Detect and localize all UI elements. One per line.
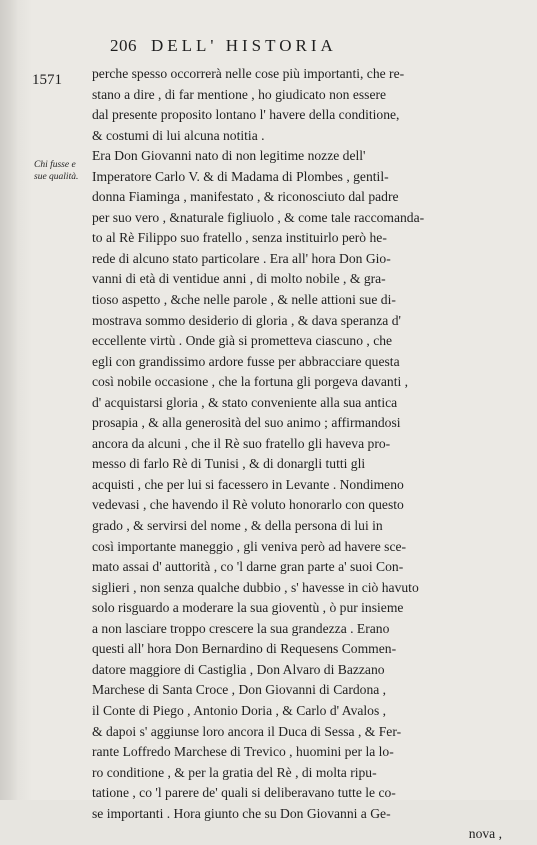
marginal-note-line: Chi fusse e xyxy=(34,160,76,170)
text-line: ro conditione , & per la gratia del Rè , di molta ripu- xyxy=(92,764,377,780)
text-line: il Conte di Piego , Antonio Doria , & Carlo d' Avalos , xyxy=(92,702,387,718)
text-line: mato assai d' auttorità , co 'l darne gran parte a' suoi Con- xyxy=(92,559,404,575)
text-line: perche spesso occorrerà nelle cose più importanti, che re- xyxy=(92,66,405,81)
gutter-shadow xyxy=(0,0,18,800)
text-line: eccellente virtù . Onde già si prometteva ciascuno , che xyxy=(92,333,393,349)
text-line: tioso aspetto , &che nelle parole , & nelle attioni sue di- xyxy=(92,292,396,308)
text-line: messo di farlo Rè di Tunisi , & di donargli tutti gli xyxy=(92,456,366,472)
text-line: solo risguardo a moderare la sua gioventù , ò pur insieme xyxy=(92,600,404,616)
text-line: questi all' hora Don Bernardino di Requesens Commen- xyxy=(92,641,397,657)
text-line: rante Loffredo Marchese di Trevico , huomini per la lo- xyxy=(92,744,394,760)
text-line: vedevasi , che havendo il Rè voluto honorarlo con questo xyxy=(92,497,404,513)
body-text xyxy=(92,64,502,845)
marginal-note xyxy=(34,159,90,183)
text-line: vanni di età di ventidue anni , di molto nobile , & gra- xyxy=(92,271,386,287)
text-line: siglieri , non senza qualche dubbio , s' havesse in ciò havuto xyxy=(92,579,419,595)
text-line: to al Rè Filippo suo fratello , senza instituirlo però he- xyxy=(92,230,387,246)
text-line: dal presente proposito lontano l' havere della conditione, xyxy=(92,107,400,123)
text-line: a non lasciare troppo crescere la sua grandezza . Erano xyxy=(92,620,390,636)
text-line: acquisti , che per lui si facessero in Levante . Nondimeno xyxy=(92,476,404,492)
text-line: per suo vero , &naturale figliuolo , & come tale raccomanda- xyxy=(92,209,425,225)
page-number: 206 xyxy=(110,36,137,55)
text-line: mostrava sommo desiderio di gloria , & dava speranza d' xyxy=(92,312,401,328)
page-header xyxy=(110,36,490,56)
text-line: se importanti . Hora giunto che su Don Giovanni a Ge- xyxy=(92,805,391,821)
text-line: Imperatore Carlo V. & di Madama di Plombes , gentil- xyxy=(92,168,389,184)
text-line: d' acquistarsi gloria , & stato conveniente alla sua antica xyxy=(92,394,398,410)
text-line: grado , & servirsi del nome , & della persona di lui in xyxy=(92,518,383,534)
text-line: prosapia , & alla generosità del suo animo ; affirmandosi xyxy=(92,415,401,431)
margin-year: 1571 xyxy=(32,72,62,88)
text-line: Era Don Giovanni nato di non legitime nozze dell' xyxy=(92,148,366,164)
text-line: egli con grandissimo ardore fusse per abbracciare questa xyxy=(92,353,400,369)
text-line: & dapoi s' aggiunse loro ancora il Duca di Sessa , & Fer- xyxy=(92,723,402,739)
text-line: rede di alcuno stato particolare . Era all' hora Don Gio- xyxy=(92,250,391,266)
text-line: donna Fiaminga , manifestato , & riconosciuto dal padre xyxy=(92,189,399,205)
text-line: & costumi di lui alcuna notitia . xyxy=(92,127,265,143)
catchword: nova , xyxy=(468,826,502,842)
marginal-note-line: sue qualità. xyxy=(34,172,79,182)
text-line: datore maggiore di Castiglia , Don Alvaro di Bazzano xyxy=(92,661,385,677)
text-line: così nobile occasione , che la fortuna gli porgeva davanti , xyxy=(92,374,409,390)
text-line: ancora da alcuni , che il Rè suo fratello gli haveva pro- xyxy=(92,435,391,451)
text-line: tatione , co 'l parere de' quali si deliberavano tutte le co- xyxy=(92,785,396,801)
text-line: stano a dire , di far mentione , ho giudicato non essere xyxy=(92,86,387,102)
text-line: così importante maneggio , gli veniva però ad havere sce- xyxy=(92,538,407,554)
running-head: DELL' HISTORIA xyxy=(151,36,337,55)
text-line: Marchese di Santa Croce , Don Giovanni di Cardona , xyxy=(92,682,387,698)
